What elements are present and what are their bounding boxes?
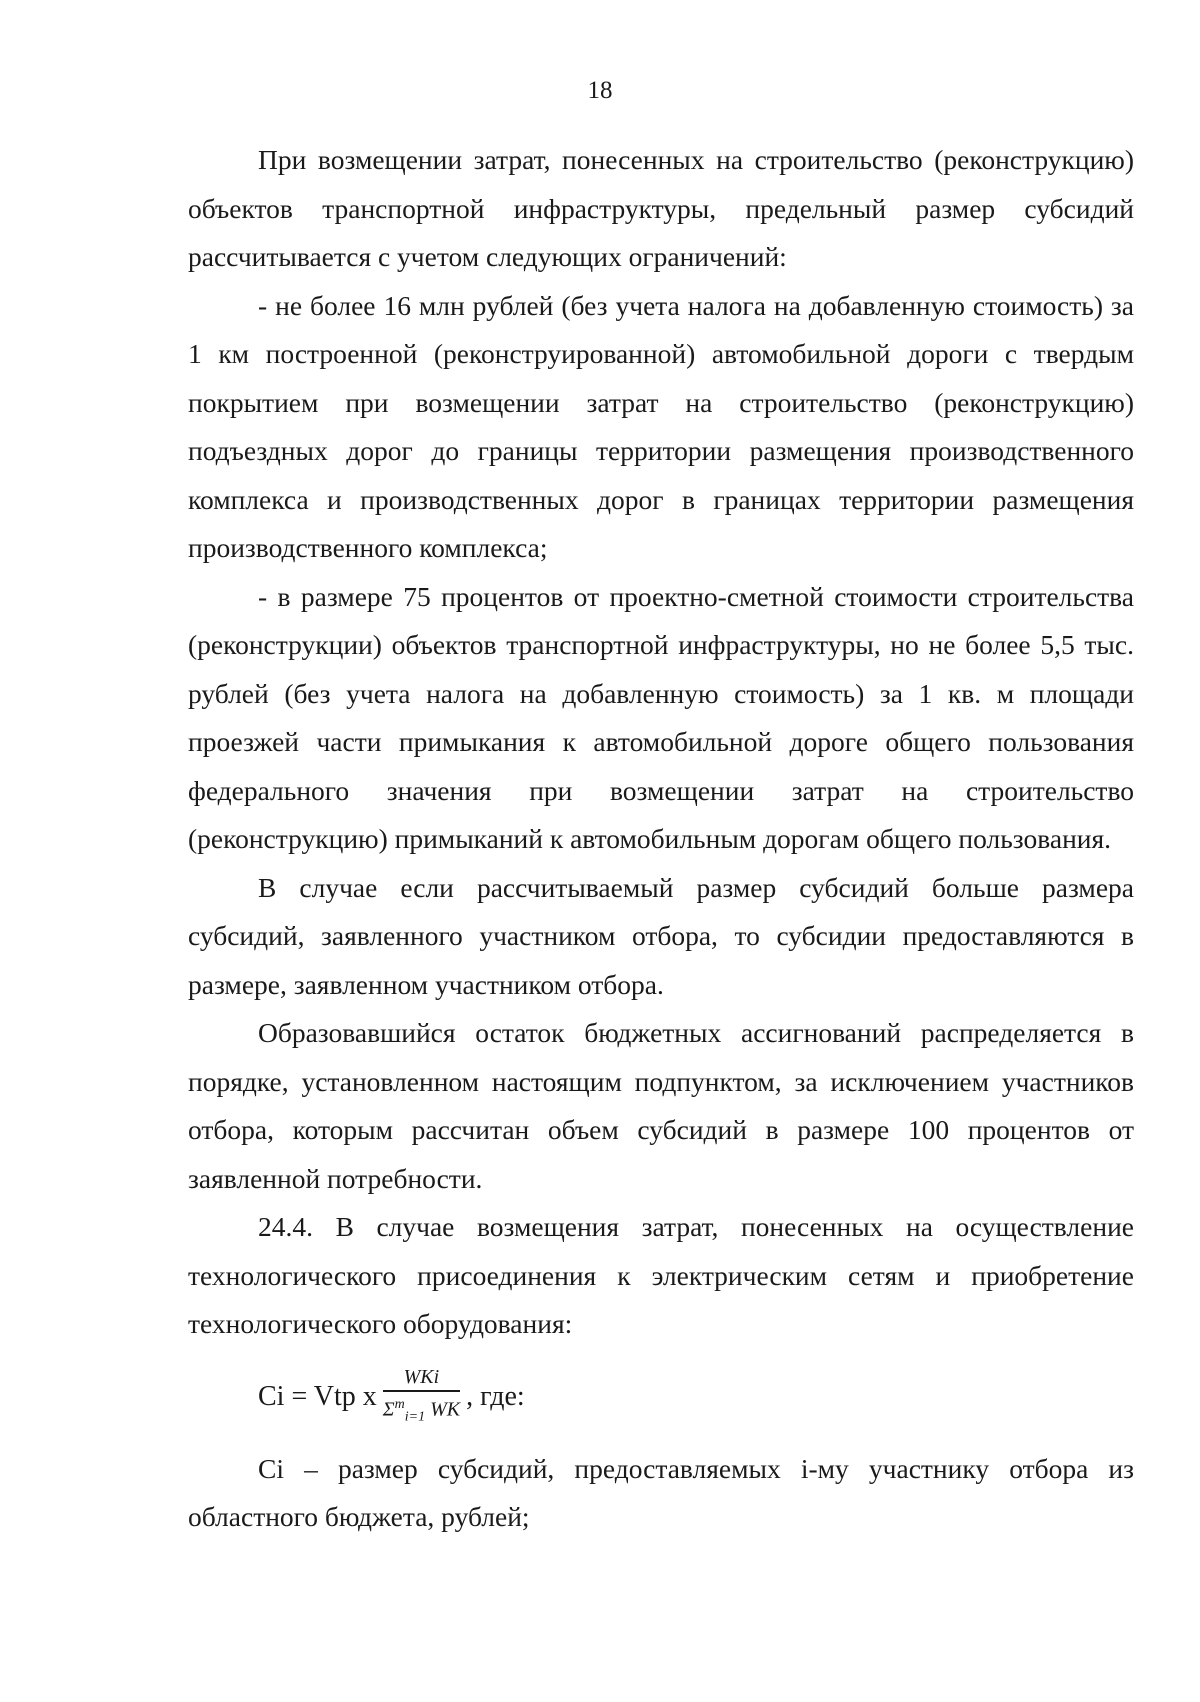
paragraph: При возмещении затрат, понесенных на строительство (реконструкцию) объектов транспортной инфраструктуры, предельный размер субсидий рассчитывается с учетом следующих ограничений: xyxy=(188,144,1134,272)
formula-fraction xyxy=(383,1366,460,1428)
formula-numerator: WKi xyxy=(403,1366,440,1389)
paragraph: 24.4. В случае возмещения затрат, понесенных на осуществление технологического присоединения к электрическим сетям и приобретение технологического оборудования: xyxy=(188,1211,1134,1339)
paragraph: - в размере 75 процентов от проектно-сметной стоимости строительства (реконструкции) объектов транспортной инфраструктуры, но не более 5,5 тыс. рублей (без учета налога на добавленную стоимость) за 1 кв. м площади проезжей части примыкания к автомобильной дороге общего пользования федерального значения при возмещении затрат на строительство (реконструкцию) примыканий к автомобильным дорогам общего пользования. xyxy=(188,580,1134,854)
sum-variable: WK xyxy=(430,1398,461,1421)
paragraph: - не более 16 млн рублей (без учета налога на добавленную стоимость) за 1 км построенной (реконструированной) автомобильной дороги с твердым покрытием при возмещении затрат на строительство (реконструкцию) подъездных дорог до границы территории размещения производственного комплекса и производственных дорог в границах территории размещения производственного комплекса; xyxy=(188,289,1134,563)
paragraph: Образовавшийся остаток бюджетных ассигнований распределяется в порядке, установленном настоящим подпунктом, за исключением участников отбора, которым рассчитан объем субсидий в размере 100 процентов от заявленной потребности. xyxy=(188,1017,1134,1194)
sum-upper-limit: m xyxy=(394,1396,405,1412)
formula-suffix: , где: xyxy=(466,1381,525,1413)
paragraph: В случае если рассчитываемый размер субсидий больше размера субсидий, заявленного участником отбора, то субсидии предоставляются в размере, заявленном участником отбора. xyxy=(188,871,1134,1000)
page-number: 18 xyxy=(587,77,613,104)
formula-denominator xyxy=(383,1392,460,1429)
document-body xyxy=(188,136,1134,1542)
formula xyxy=(188,1357,1134,1439)
sum-symbol: Σ xyxy=(382,1398,395,1421)
definition-paragraph: Ci – размер субсидий, предоставляемых i-му участнику отбора из областного бюджета, рублей; xyxy=(188,1452,1134,1532)
formula-lhs: Ci = Vtp x xyxy=(258,1381,377,1413)
sum-lower-limit: i=1 xyxy=(404,1409,426,1425)
